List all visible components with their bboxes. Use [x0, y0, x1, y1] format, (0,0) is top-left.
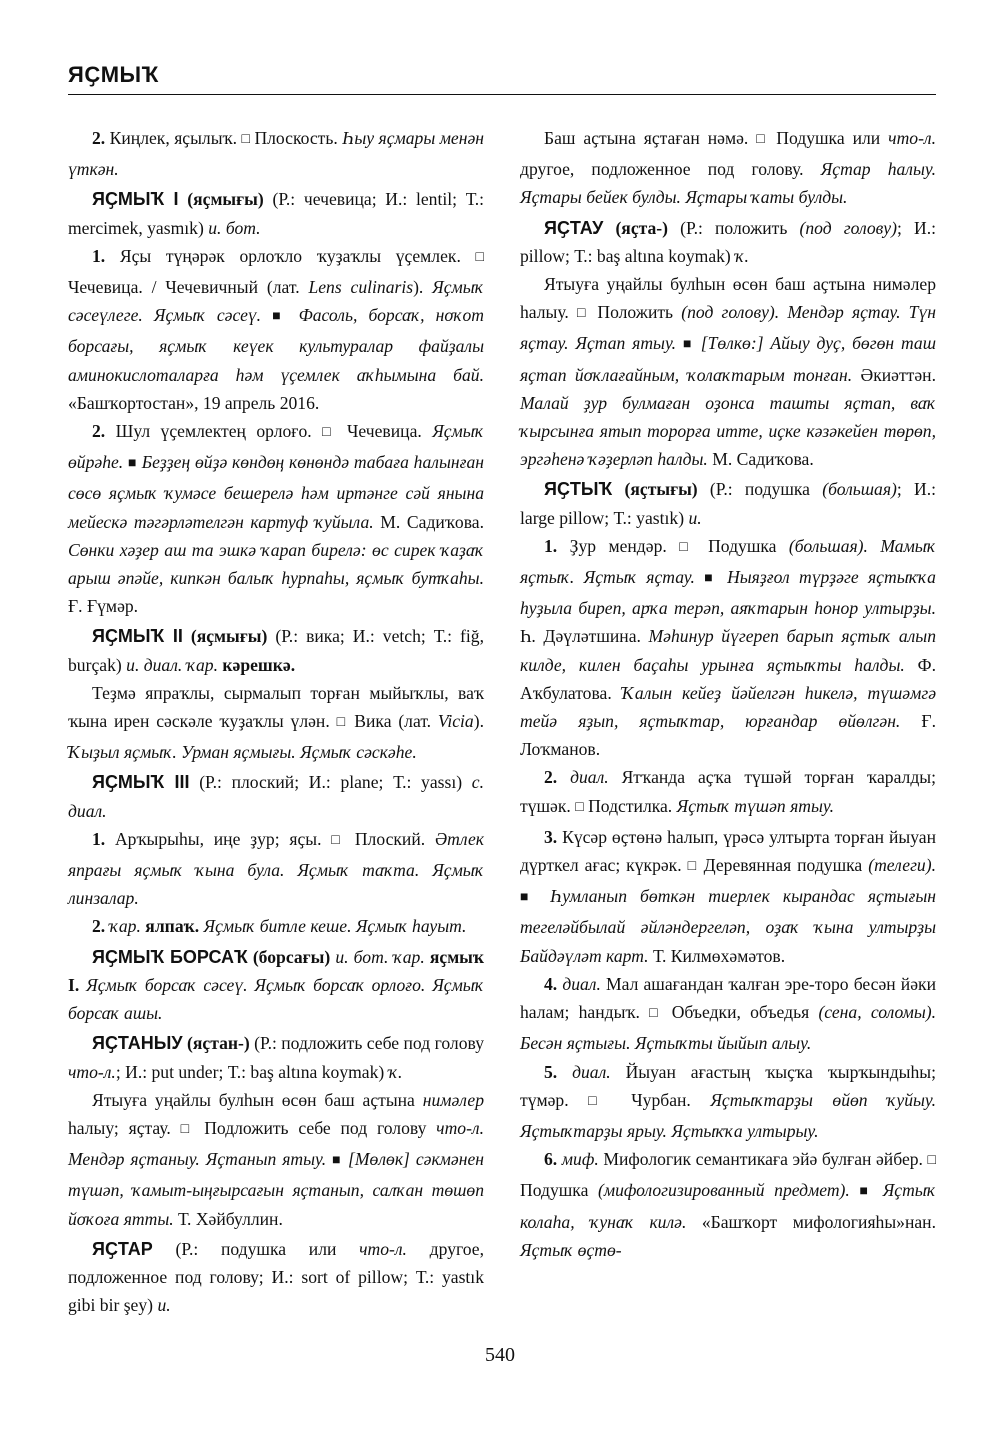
- entry-headword-block: ЯҪМЫҠ БОРСАҠ (борсағы) и. бот. ҡар. яҫмыҡ I. Яҫмыҡ борсаҡ сәсеү. Яҫмыҡ борсаҡ орлоғо. Яҫмыҡ борсаҡ ашы.: [68, 946, 485, 1024]
- header-rule: [68, 94, 936, 95]
- entry-sense: 1. Ҙур мендәр. □ Подушка (большая). Мамыҡ яҫтыҡ. Яҫтыҡ яҫтау. ■ Ныяҙғол түрҙәге яҫтыҡҡа һуҙыла биреп, арҡа терәп, аяҡтарын һонop ултырҙы. Һ. Дәүләтшина. Мәһинур йүгереп барып яҫтыҡ алып килде, килен баҫаһы урынға яҫтыҡты һалды. Ф. Аҡбулатова. Ҡалын кейеҙ йәйелгән һикелә, түшәмгә тейә яҙып, яҫтыҡтар, юрғандар өйөлгән. Ғ. Лоҡманов.: [520, 535, 936, 760]
- entry-sense: 3. Күсәр өҫтөнә һалып, үрәсә ултырта торған йыуан дүрткел ағас; күкрәк. □ Деревянная подушка (телеги). ■ Һумланып бөткән тиерлек кырандас яҫтығын тегеләйбылай әйләндергеләп, оҙаҡ ҡына ултырҙы Байдәүләт карт. Т. Килмөхәмәтов.: [520, 826, 936, 966]
- entry-sense: 6. миф. Мифологик семантикаға эйә булған әйбер. □ Подушка (мифологизированный предмет). ■ Яҫтыҡ колаһа, ҡунаҡ килә. «Башҡорт мифологияһы»нан. Яҫтыҡ өҫтө-: [520, 1149, 937, 1260]
- entry-sense: 2. Киңлек, яҫылыҡ. □ Плоскость. Һыу яҫмары менән үткән.: [68, 128, 484, 180]
- headword: ЯҪМЫҠ I: [92, 189, 179, 210]
- entry-headword-block: ЯҪТАУ (яҫта-) (Р.: положить (под голову); И.: pillow; Т.: baş altına koymak) ҡ.: [520, 217, 936, 266]
- entry-sense: 2. диал. Ятҡанда аҫҡа түшәй торған ҡаралды; түшәк. □ Подстилка. Яҫтыҡ түшәп ятыу.: [520, 767, 936, 816]
- headword: ЯҪТЫҠ: [544, 479, 613, 500]
- left-column: [68, 124, 484, 1319]
- entry-headword-block: ЯҪТАНЫУ (яҫтан-) (Р.: подложить себе под голову что-л.; И.: put under; Т.: baş altına koymak) ҡ.: [68, 1033, 484, 1082]
- entry-headword-block: ЯҪМЫҠ III (Р.: плоский; И.: plane; Т.: yassı) с. диал.: [68, 772, 484, 821]
- entry-sense: Ятыуға уңайлы булһын өсөн баш аҫтына нимәлер һалыу; яҫтау. □ Подложить себе под голову что-л. Мендәр яҫтаныу. Яҫтанып ятыу. ■ [Мөлөк] сәкмәнен түшәп, ҡамыт-ыңғырсағын яҫтанып, салҡан төшөп йоҡоға ятты. Т. Хәйбуллин.: [68, 1089, 484, 1229]
- entry-headword-block: ЯҪТЫҠ (яҫтығы) (Р.: подушка (большая); И.: large pillow; Т.: yastık) и.: [520, 479, 936, 528]
- headword: ЯҪТАУ: [544, 217, 604, 238]
- entry-sense: 1. Арҡырыһы, иңе ҙур; яҫы. □ Плоский. Әтлек япрағы яҫмыҡ ҡына була. Яҫмыҡ таҡта. Яҫмыҡ линзалар.: [68, 828, 485, 909]
- page-number: 540: [485, 1344, 515, 1366]
- square-marker: ■: [272, 309, 288, 325]
- entry-sense: 2. ҡар. ялпаҡ. Яҫмыҡ битле кеше. Яҫмыҡ һауыт.: [92, 916, 467, 937]
- entry-sense: 2. Шул үҫемлектең орлоғо. □ Чечевица. Яҫмыҡ өйрәһе. ■ Беҙҙең өйҙә көндөң көнөндә табаға һалынған сөсө яҫмыҡ ҡумәсе бешерелә һәм иртәнге сәй янына мейескә тәгәрләтелгән картуф ҡуйыла. М. Садиҡова. Сөнки хәҙер аш та эшкә ҡарап бирелә: өс сирек ҡаҙаҡ арыш әпәйе, кипкән балыҡ һурпаһы, яҫмыҡ бутҡаһы. Ғ. Ғүмәр.: [68, 421, 484, 617]
- headword: ЯҪТАР: [92, 1238, 153, 1259]
- entry-headword-block: ЯҪМЫҠ II (яҫмығы) (Р.: вика; И.: vetch; Т.: fiğ, burçak) и. диал. ҡар. кәрешкә.: [68, 626, 484, 675]
- entry-sense: Теҙмә япраҡлы, сырмалып торған мыйыҡлы, ваҡ ҡына ирен сәскәле ҡуҙаҡлы үлән. □ Вика (лат. Vicia). Ҡыҙыл яҫмыҡ. Урман яҫмығы. Яҫмыҡ сәскәһе.: [68, 682, 484, 763]
- headword: ЯҪМЫҠ II: [92, 626, 183, 647]
- entry-sense: Ятыуға уңайлы булһын өсөн баш аҫтына нимәлер һалыу. □ Положить (под голову). Мендәр яҫтау. Түн яҫтау. Яҫтап ятыу. ■ [Төлкө:] Айыу дуҫ, бөгөн таш яҫтап йоҡлағайным, ҡолаҡтарым тонған. Әкиәттән. Малай ҙур булмаған оҙонса ташты яҫтап, ваҡ ҡырсынға ятып торорға итте, иҫке кәзәкейен төрөп, эргәһенә ҡәҙерләп һалды. М. Садиҡова.: [520, 274, 936, 470]
- entry-sense: 4. диал. Мал ашағандан ҡалған эре-торо бесән йәки һалам; һандыҡ. □ Объедки, объедья (сена, соломы). Бесән яҫтығы. Яҫтыҡты йыйып алыу.: [520, 973, 936, 1054]
- entry-headword-block: ЯҪМЫҠ I (яҫмығы) (Р.: чечевица; И.: lentil; Т.: mercimek, yasmık) и. бот.: [68, 189, 484, 238]
- headword: ЯҪМЫҠ БОРСАҠ: [92, 946, 248, 967]
- right-column: [520, 124, 936, 1264]
- entry-sense: Баш аҫтына яҫтаған нәмә. □ Подушка или что-л. другое, подложенное под голову. Яҫтар һалыу. Яҫтары бейек булды. Яҫтары ҡаты булды.: [520, 128, 936, 208]
- headword: ЯҪМЫҠ III: [92, 772, 190, 793]
- entry-sense: 5. диал. Йыуан ағастың ҡыҫҡа ҡырҡындыһы; түмәр. □ Чурбан. Яҫтыҡтарҙы өйөп ҡуйыу. Яҫтыҡтарҙы ярыу. Яҫтыҡҡа ултырыу.: [520, 1061, 936, 1141]
- running-head: ЯҪМЫҠ: [68, 62, 159, 87]
- box-marker: □: [241, 132, 250, 147]
- entry-sense: 1. Яҫы түңәрәк орлоҡло ҡуҙаҡлы үҫемлек. □ Чечевица. / Чечевичный (лат. Lens culinaris). Яҫмыҡ сәсеүлеге. Яҫмыҡ сәсеү. ■ Фасоль, борсаҡ, ноҡот борсағы, яҫмыҡ кеүек культуралар файҙалы аминокислоталарға һәм үҫемлек аҡһымына бай. «Башҡортостан», 19 апрель 2016.: [68, 245, 484, 413]
- headword: ЯҪТАНЫУ: [92, 1033, 183, 1054]
- entry-headword-block: ЯҪТАР (Р.: подушка или что-л. другое, подложенное под голову; И.: sort of pillow; Т.: yastık gibi bir şey) и.: [68, 1238, 484, 1316]
